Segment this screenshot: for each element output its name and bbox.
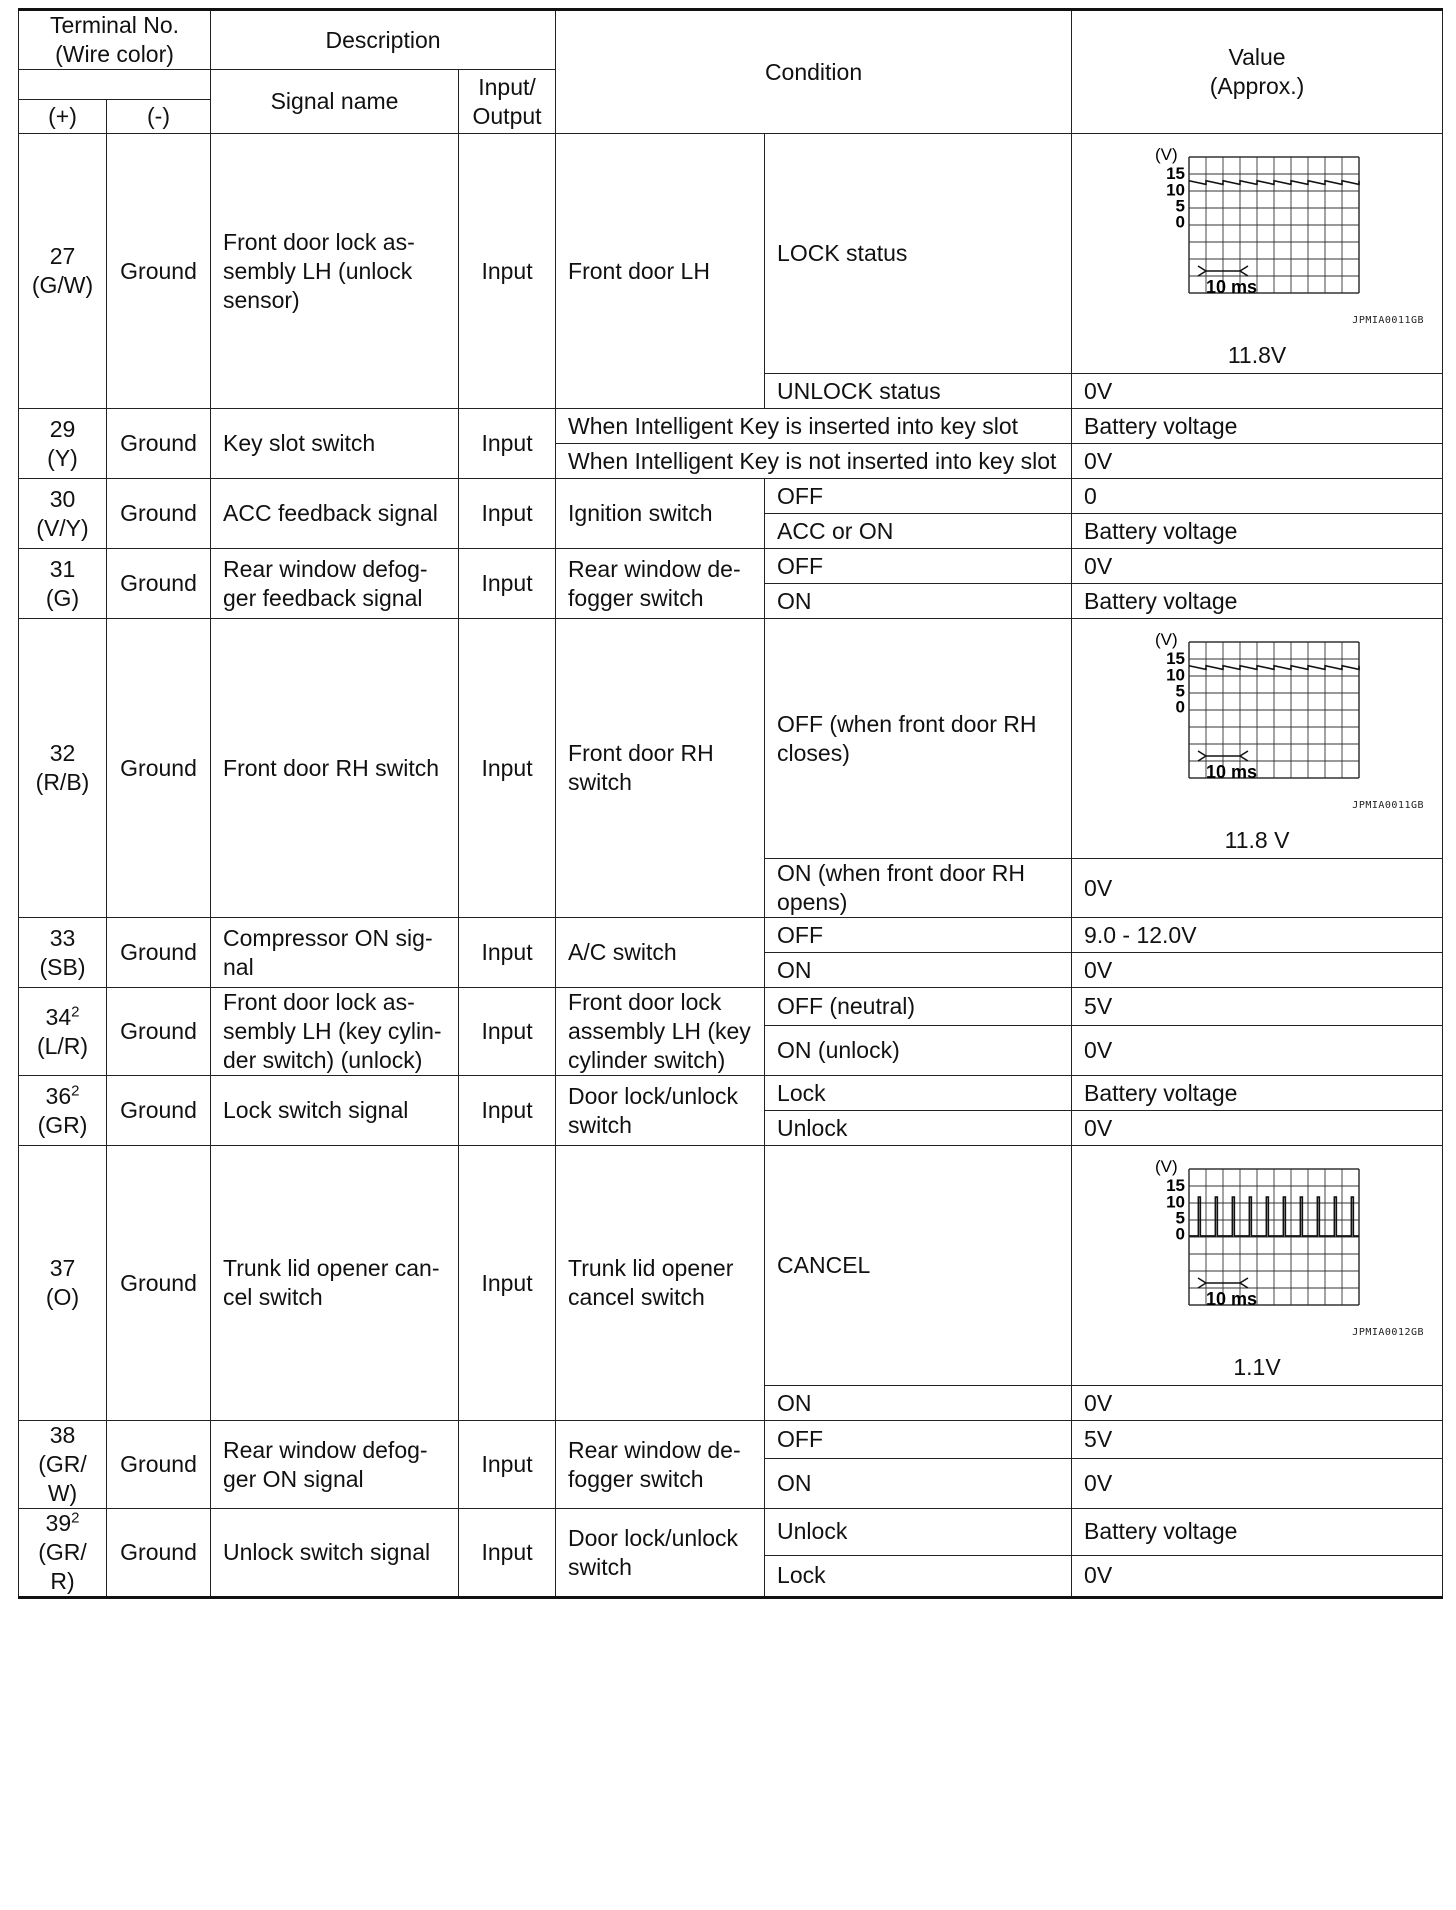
condition-cell: A/C switch [556,918,765,988]
condition-state-cell: ON [765,953,1072,988]
scope-tick-label: 0 [1175,212,1186,232]
header-signal-name: Signal name [211,70,459,134]
terminal-number: $36^2$ [45,1081,80,1109]
io-cell: Input [459,409,556,479]
wire-color: (R/B) [35,769,90,795]
terminal-number: 27 [49,243,76,269]
terminal-number: 30 [49,485,76,512]
terminal-spec-table [18,8,1443,1599]
terminal-cell [19,988,107,1076]
header-terminal-no: Terminal No. (Wire color) [19,10,211,70]
terminal-superscript: 2 [71,1509,80,1527]
signal-name-cell: Lock switch signal [211,1076,459,1146]
header-input-output: Input/ Output [459,70,556,134]
io-cell: Input [459,1076,556,1146]
condition-state-cell: Unlock [765,1111,1072,1146]
value-cell [1072,134,1443,374]
ground-cell: Ground [107,479,211,549]
condition-cell: Front door LH [556,134,765,409]
value-cell: 0V [1072,859,1443,918]
condition-state-cell: ON [765,584,1072,619]
table-row [19,918,1443,953]
value-cell: 0V [1072,1111,1443,1146]
value-cell: Battery voltage [1072,409,1443,444]
table-row [19,619,1443,859]
wire-color: (G/W) [31,272,94,298]
terminal-number: 31 [49,555,76,582]
terminal-cell [19,1421,107,1509]
scope-time-label: 10 ms [1206,762,1258,782]
io-cell: Input [459,918,556,988]
signal-name-cell: ACC feedback signal [211,479,459,549]
signal-name-cell: Trunk lid opener can-cel switch [211,1146,459,1421]
table-row [19,1509,1443,1556]
ground-cell: Ground [107,918,211,988]
ground-cell: Ground [107,1076,211,1146]
table-row [19,1421,1443,1459]
ground-cell: Ground [107,619,211,918]
terminal-cell [19,409,107,479]
signal-name-cell: Front door lock as-sembly LH (unlock sensor) [211,134,459,409]
table-row [19,409,1443,444]
value-cell [1072,1146,1443,1386]
value-cell: Battery voltage [1072,1509,1443,1556]
terminal-number: $39^2$ [45,1509,80,1536]
value-cell: 0V [1072,374,1443,409]
condition-state-cell: ON [765,1386,1072,1421]
terminal-cell [19,134,107,409]
wire-color: (G) [45,584,80,611]
io-cell: Input [459,549,556,619]
ground-cell: Ground [107,1509,211,1598]
condition-state-cell: Lock [765,1076,1072,1111]
scope-trace [1189,181,1359,185]
terminal-number: $34^2$ [45,1002,80,1030]
ground-cell: Ground [107,1421,211,1509]
scope-tick-label: 5 [1175,681,1186,701]
io-cell: Input [459,619,556,918]
ground-cell: Ground [107,1146,211,1421]
signal-name-cell: Unlock switch signal [211,1509,459,1598]
oscilloscope-figure [1124,1149,1424,1347]
table-row [19,988,1443,1026]
condition-state-cell: ON (when front door RH opens) [765,859,1072,918]
condition-state-cell: OFF [765,479,1072,514]
condition-state-cell: LOCK status [765,134,1072,374]
value-cell: 0 [1072,479,1443,514]
signal-name-cell: Rear window defog-ger feedback signal [211,549,459,619]
value-cell: 5V [1072,1421,1443,1459]
wire-color: (SB) [39,953,86,980]
header-minus: (-) [107,100,211,134]
terminal-number: 33 [49,924,76,951]
value-cell: 0V [1072,1555,1443,1597]
condition-cell: Front door lock assembly LH (key cylinder switch) [556,988,765,1076]
wire-color: (GR/ W) [38,1451,87,1506]
value-cell: Battery voltage [1072,584,1443,619]
scope-time-label: 10 ms [1206,1289,1258,1309]
condition-state-cell: OFF (when front door RH closes) [765,619,1072,859]
scope-tick-label: 10 [1166,180,1186,200]
condition-cell: Rear window de-fogger switch [556,549,765,619]
terminal-cell [19,918,107,988]
value-text: 11.8 V [1224,827,1290,853]
condition-state-cell: Unlock [765,1509,1072,1556]
header-value: Value (Approx.) [1072,10,1443,134]
scope-tick-label: 0 [1175,697,1186,717]
io-cell: Input [459,988,556,1076]
terminal-cell [19,1146,107,1421]
terminal-number: 37 [49,1255,76,1281]
value-cell: 5V [1072,988,1443,1026]
condition-cell: When Intelligent Key is inserted into key slot [556,409,1072,444]
scope-unit-label: (V) [1155,1157,1178,1176]
ground-cell: Ground [107,988,211,1076]
terminal-superscript: 2 [71,1081,80,1099]
table-row [19,549,1443,584]
oscilloscope-waveform [1124,1149,1424,1314]
terminal-cell [19,479,107,549]
value-cell: Battery voltage [1072,514,1443,549]
value-cell: 9.0 - 12.0V [1072,918,1443,953]
condition-state-cell: ACC or ON [765,514,1072,549]
table-row [19,1146,1443,1386]
scope-tick-label: 10 [1166,665,1186,685]
condition-state-cell: ON [765,1458,1072,1508]
io-cell: Input [459,1146,556,1421]
signal-name-cell: Rear window defog-ger ON signal [211,1421,459,1509]
condition-state-cell: OFF [765,549,1072,584]
condition-state-cell: CANCEL [765,1146,1072,1386]
value-cell: 0V [1072,1025,1443,1075]
scope-time-label: 10 ms [1206,277,1258,297]
terminal-number: 38 [49,1422,76,1448]
io-cell: Input [459,134,556,409]
terminal-number: 32 [49,740,76,766]
signal-name-cell: Front door lock as-sembly LH (key cylin-der switch) (unlock) [211,988,459,1076]
io-cell: Input [459,479,556,549]
value-cell: Battery voltage [1072,1076,1443,1111]
wire-color: (GR/ R) [38,1539,87,1594]
value-text: 1.1V [1233,1354,1281,1380]
terminal-cell [19,619,107,918]
figure-id: JPMIA0011GB [1352,800,1425,811]
condition-cell: Ignition switch [556,479,765,549]
wire-color: (GR) [37,1111,88,1138]
condition-cell: Rear window de-fogger switch [556,1421,765,1509]
condition-cell: Door lock/unlock switch [556,1509,765,1598]
ground-cell: Ground [107,409,211,479]
condition-state-cell: OFF [765,918,1072,953]
condition-state-cell: OFF [765,1421,1072,1459]
oscilloscope-waveform [1124,622,1424,787]
value-cell: 0V [1072,444,1443,479]
value-text: 11.8V [1227,342,1287,368]
wire-color: (O) [45,1284,80,1310]
condition-state-cell: OFF (neutral) [765,988,1072,1026]
oscilloscope-waveform [1124,137,1424,302]
wire-color: (L/R) [36,1032,89,1059]
scope-tick-label: 15 [1166,1176,1186,1196]
value-cell [1072,619,1443,859]
figure-id: JPMIA0011GB [1352,315,1425,326]
table-row [19,1076,1443,1111]
header-condition: Condition [556,10,1072,134]
condition-cell: Trunk lid opener cancel switch [556,1146,765,1421]
header-plus: (+) [19,100,107,134]
terminal-cell [19,549,107,619]
table-row [19,479,1443,514]
terminal-cell [19,1509,107,1598]
signal-name-cell: Compressor ON sig-nal [211,918,459,988]
condition-cell: Door lock/unlock switch [556,1076,765,1146]
condition-cell: When Intelligent Key is not inserted into key slot [556,444,1072,479]
header-description: Description [211,10,556,70]
condition-state-cell: Lock [765,1555,1072,1597]
io-cell: Input [459,1421,556,1509]
table-row [19,134,1443,374]
io-cell: Input [459,1509,556,1598]
condition-cell: Front door RH switch [556,619,765,918]
scope-tick-label: 5 [1175,1208,1186,1228]
ground-cell: Ground [107,134,211,409]
wire-color: (Y) [47,444,78,471]
value-cell: 0V [1072,1458,1443,1508]
oscilloscope-figure [1124,137,1424,335]
scope-unit-label: (V) [1155,145,1178,164]
condition-state-cell: UNLOCK status [765,374,1072,409]
ground-cell: Ground [107,549,211,619]
value-cell: 0V [1072,953,1443,988]
terminal-superscript: 2 [71,1002,80,1020]
terminal-cell [19,1076,107,1146]
signal-name-cell: Key slot switch [211,409,459,479]
value-cell: 0V [1072,1386,1443,1421]
figure-id: JPMIA0012GB [1352,1327,1425,1338]
oscilloscope-figure [1124,622,1424,820]
terminal-number: 29 [49,415,76,442]
scope-tick-label: 10 [1166,1192,1186,1212]
condition-state-cell: ON (unlock) [765,1025,1072,1075]
scope-tick-label: 0 [1175,1224,1186,1244]
scope-tick-label: 15 [1166,164,1186,184]
signal-name-cell: Front door RH switch [211,619,459,918]
scope-tick-label: 5 [1175,196,1186,216]
scope-unit-label: (V) [1155,630,1178,649]
scope-trace [1189,666,1359,670]
value-cell: 0V [1072,549,1443,584]
wire-color: (V/Y) [36,514,89,541]
scope-tick-label: 15 [1166,649,1186,669]
